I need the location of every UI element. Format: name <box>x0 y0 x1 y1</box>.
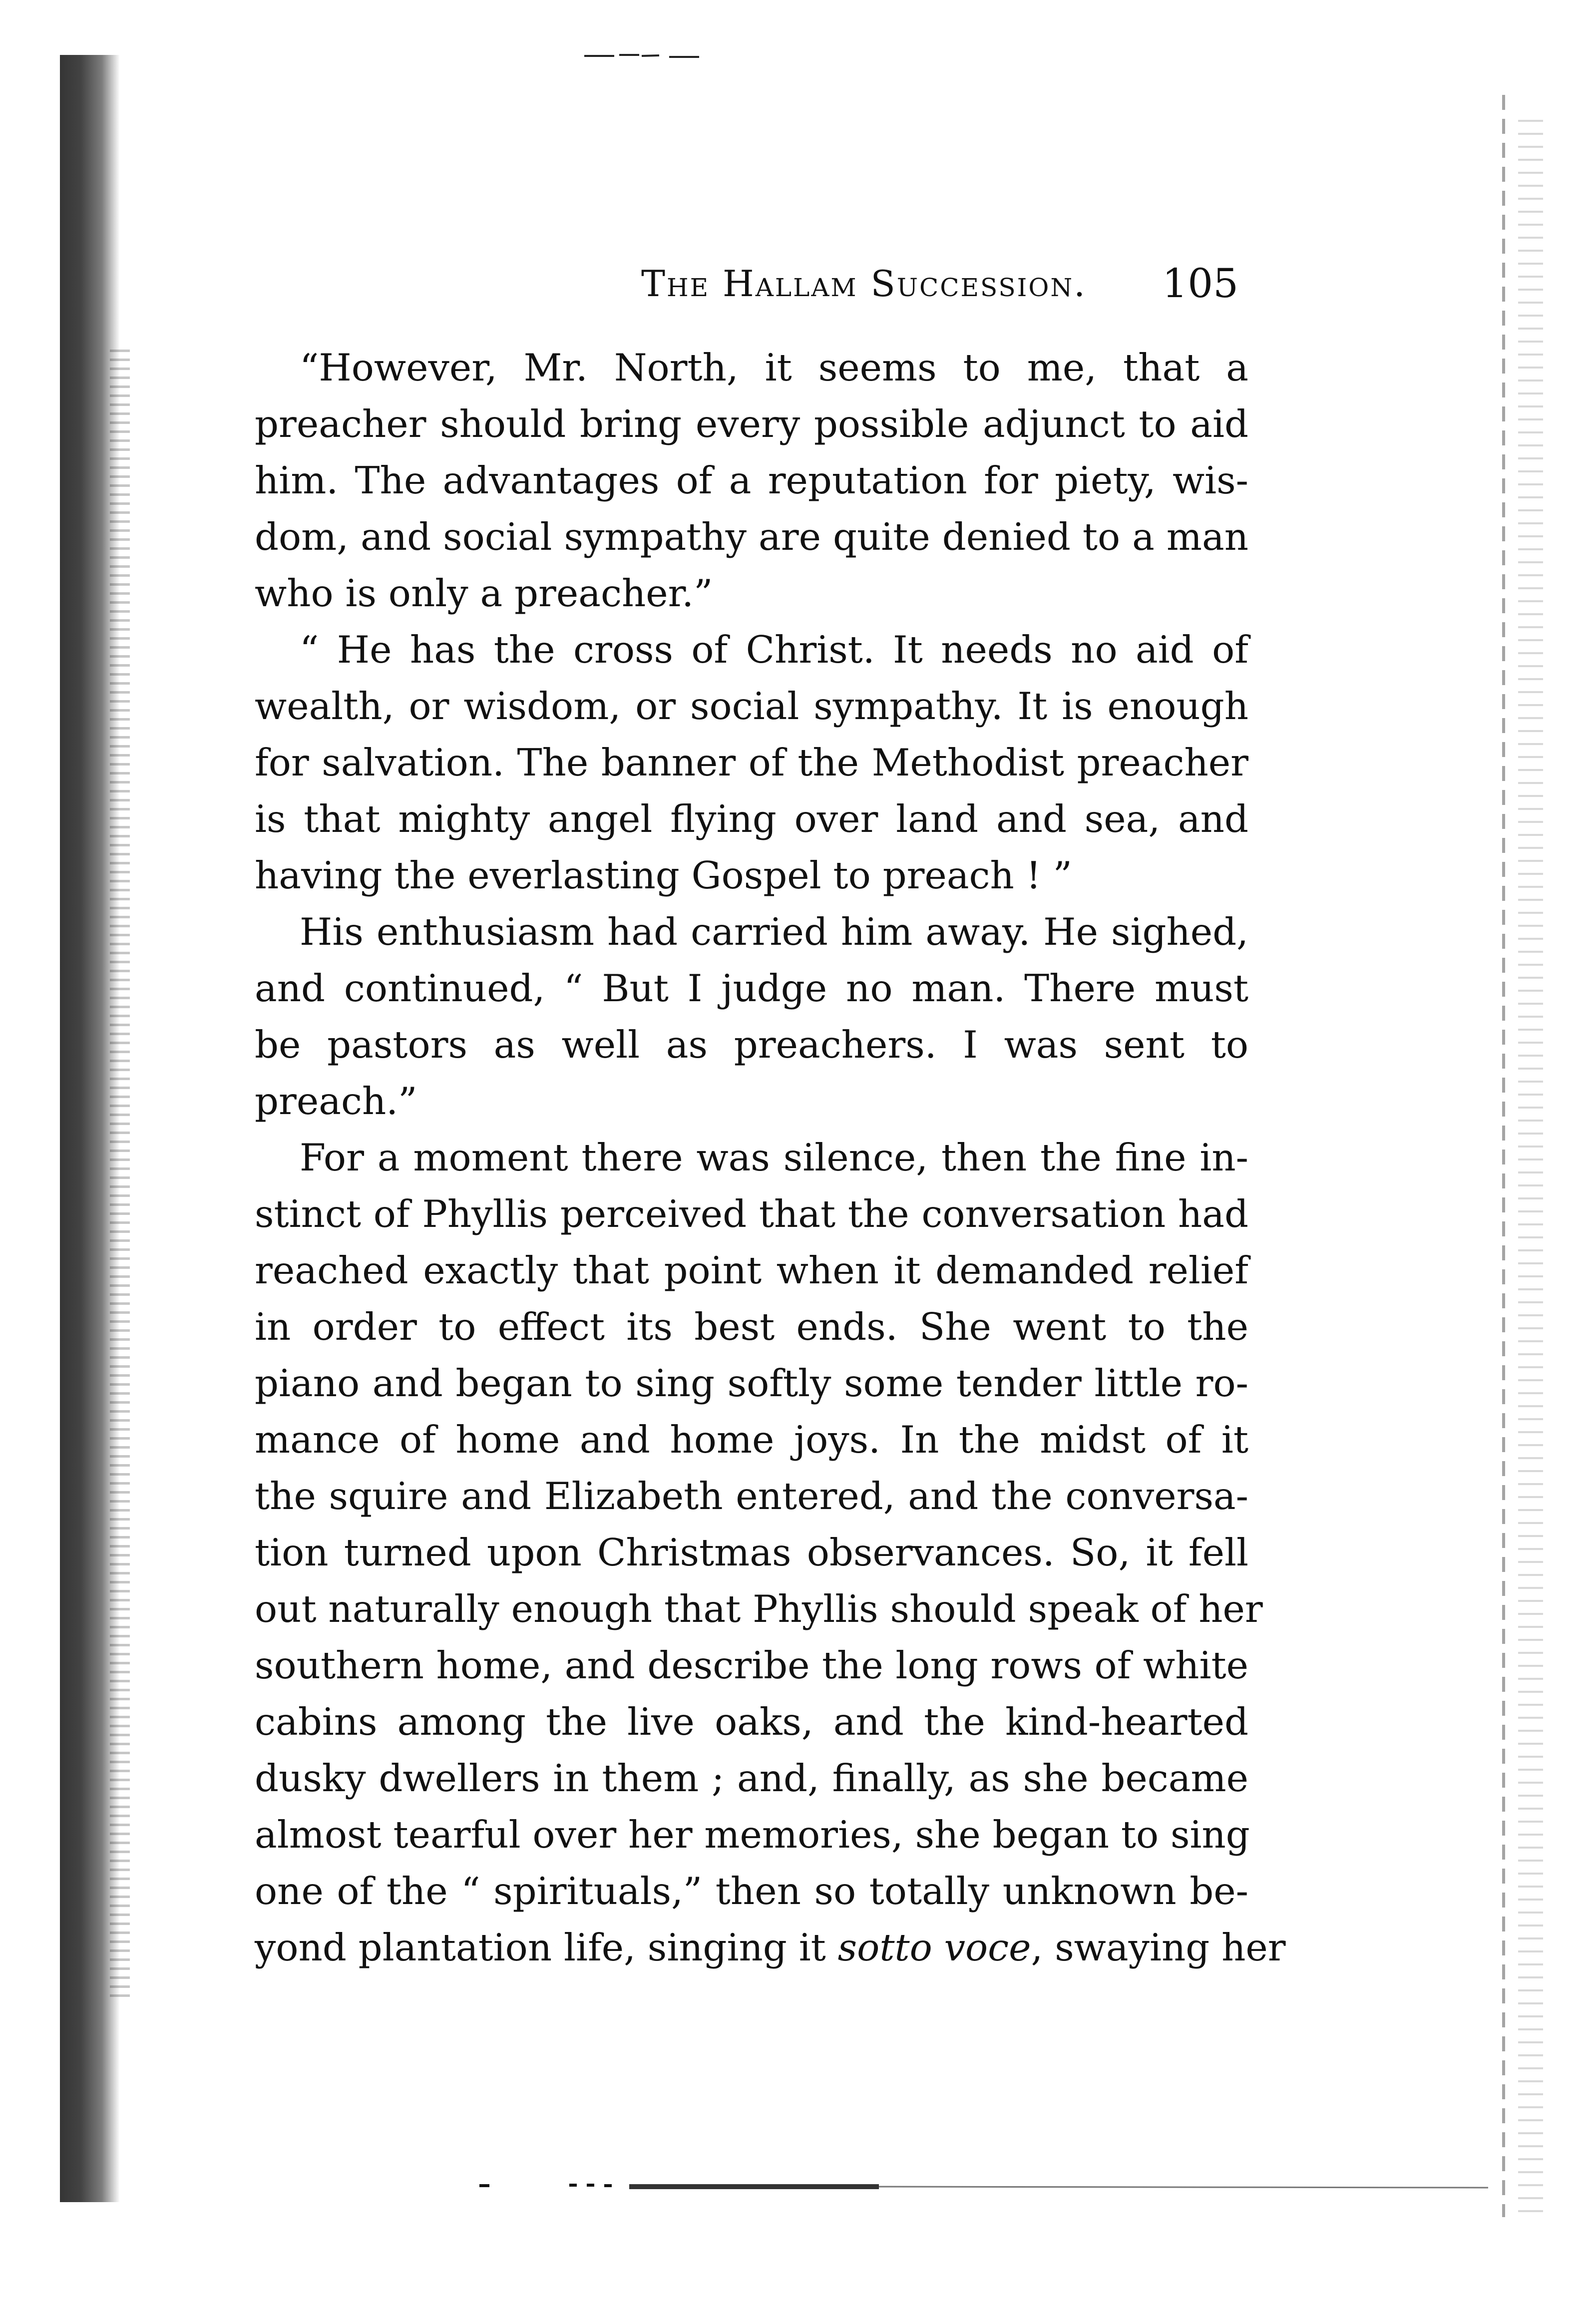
top-ornament <box>584 52 699 58</box>
text-line: preach.” <box>255 1079 417 1123</box>
page-number: 105 <box>1162 260 1238 307</box>
text-line: who is only a preacher.” <box>255 571 713 615</box>
text-line: cabins among the live oaks, and the kind-hearted <box>255 1700 1248 1744</box>
text-line: mance of home and home joys. In the midst of it <box>255 1418 1248 1462</box>
text-line: wealth, or wisdom, or social sympathy. It is enough <box>255 684 1248 728</box>
text-line: “However, Mr. North, it seems to me, that a <box>300 346 1248 389</box>
page-gutter-speckle <box>110 350 130 1997</box>
page-edge-line <box>1502 95 1505 2217</box>
text-line-final <box>255 1920 1286 1975</box>
text-line: dusky dwellers in them ; and, finally, as she became <box>255 1756 1248 1800</box>
text-line: for salvation. The banner of the Methodist preacher <box>255 741 1248 784</box>
text-line: “ He has the cross of Christ. It needs no aid of <box>300 628 1248 672</box>
text-line: tion turned upon Christmas observances. So, it fell <box>255 1531 1248 1574</box>
italic-phrase: sotto voce <box>837 1925 1031 1969</box>
text-line: stinct of Phyllis perceived that the conversation had <box>255 1192 1248 1236</box>
text-segment: yond plantation life, singing it <box>255 1925 838 1969</box>
bottom-rule <box>629 2182 1488 2192</box>
text-line: His enthusiasm had carried him away. He sighed, <box>300 910 1248 954</box>
text-line: the squire and Elizabeth entered, and the conversa- <box>255 1474 1248 1518</box>
text-line: reached exactly that point when it demanded relief <box>255 1248 1248 1292</box>
running-title: The Hallam Succession. <box>641 263 1087 305</box>
text-line: and continued, “ But I judge no man. There must <box>255 966 1248 1010</box>
text-segment: , swaying her <box>1031 1925 1286 1969</box>
text-line: out naturally enough that Phyllis should speak of her <box>255 1587 1263 1631</box>
text-line: having the everlasting Gospel to preach ! ” <box>255 853 1072 897</box>
page-edge-speckle <box>1518 120 1543 2217</box>
text-line: is that mighty angel flying over land and sea, and <box>255 797 1248 841</box>
text-line: one of the “ spirituals,” then so totally unknown be- <box>255 1869 1248 1913</box>
text-line: piano and began to sing softly some tender little ro- <box>255 1361 1248 1405</box>
text-line: him. The advantages of a reputation for piety, wis- <box>255 458 1248 502</box>
text-line: For a moment there was silence, then the fine in- <box>300 1136 1248 1179</box>
text-line: almost tearful over her memories, she began to sing <box>255 1813 1250 1857</box>
text-line: southern home, and describe the long rows of white <box>255 1643 1248 1687</box>
text-line: preacher should bring every possible adjunct to aid <box>255 402 1248 446</box>
text-line: be pastors as well as preachers. I was sent to <box>255 1023 1248 1067</box>
bottom-dashes <box>479 2178 629 2193</box>
text-line: in order to effect its best ends. She went to the <box>255 1305 1248 1349</box>
text-line: dom, and social sympathy are quite denied to a man <box>255 515 1248 559</box>
